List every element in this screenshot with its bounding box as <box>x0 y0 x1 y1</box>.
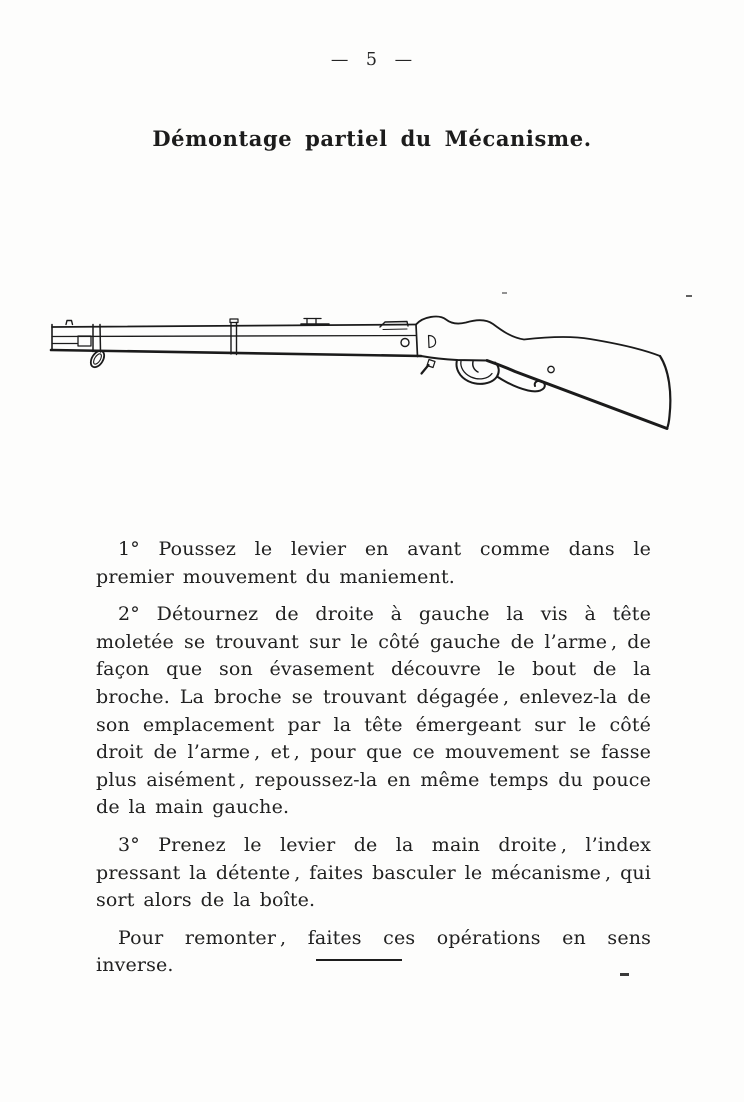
page-title: Démontage partiel du Mécanisme. <box>152 126 592 151</box>
barrel-top-line <box>52 325 416 328</box>
paragraph-1: 1° Poussez le levier en avant comme dans le premier mouvement du maniement. <box>96 538 651 588</box>
rear-sight-base <box>383 329 407 330</box>
ink-speck <box>686 295 692 297</box>
middle-band <box>231 323 237 355</box>
receiver-front-edge <box>416 325 418 357</box>
ink-speck <box>620 973 629 976</box>
paragraph-4: Pour remonter , faites ces opérations en sens inverse. <box>96 926 651 977</box>
receiver-stock-top-outline <box>416 317 660 356</box>
mid-sight-posts <box>307 319 316 325</box>
barrel-mid-line <box>52 336 416 337</box>
body-text <box>96 536 651 990</box>
bayonet-lug <box>78 336 91 346</box>
trigger-guard-inner <box>461 361 492 379</box>
butt-back-edge <box>660 356 670 429</box>
ink-speck <box>502 292 507 294</box>
broche-pin-head <box>429 336 436 348</box>
middle-band-knob <box>230 319 238 323</box>
rifle-drawing <box>45 298 700 443</box>
front-sight <box>66 321 73 325</box>
stock-bolt <box>548 366 554 372</box>
trigger <box>473 362 478 373</box>
paragraph-2: 2° Détournez de droite à gauche la vis à tête moletée se trouvant sur le côté gauche de l’arme , de façon que son évasement découvre le bout de la broche. La broche se trouvant dégagée , enlevez-la de son emplacement par la tête émergeant sur le côté droit de l’arme , et , pour que ce mouvement se fasse plus aisément , repoussez-la en même temps du pouce de la main gauche. <box>96 603 651 819</box>
stock-underside-line <box>487 361 667 429</box>
rifle-illustration <box>45 298 700 443</box>
front-band <box>93 325 101 353</box>
indicator-arm <box>422 365 429 374</box>
footer-separator-rule <box>316 959 402 961</box>
side-screw <box>401 339 409 347</box>
page-number: — 5 — <box>330 50 414 70</box>
paragraph-3: 3° Prenez le levier de la main droite , l’index pressant la détente , faites basculer le mécanisme , qui sort alors de la boîte. <box>96 833 651 912</box>
